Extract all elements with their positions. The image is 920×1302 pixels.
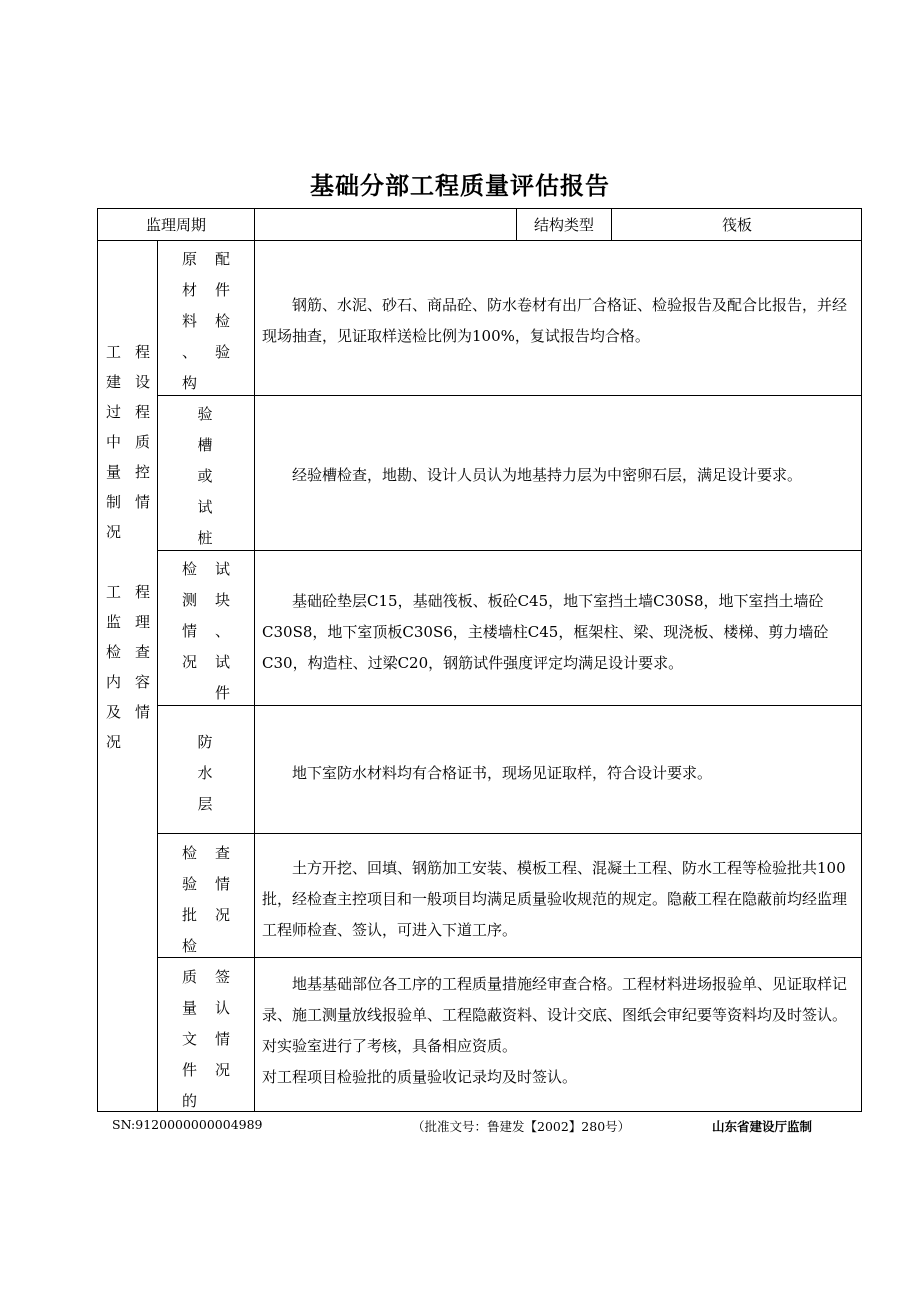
row-label-char: 验: [197, 405, 213, 423]
row-label-char: 的: [182, 1092, 198, 1110]
row-label-char: 配: [214, 250, 230, 268]
left-column-char: 内: [106, 673, 122, 691]
report-title: 基础分部工程质量评估报告: [310, 172, 610, 200]
row-label-line: [182, 616, 230, 647]
left-column-char: 控: [134, 463, 150, 481]
left-column-line: [100, 607, 156, 637]
row-label-char: 原: [182, 250, 198, 268]
row-label-char: 查: [214, 844, 230, 862]
left-column-char: 情: [134, 703, 150, 721]
row-label-char: 件: [182, 1061, 198, 1079]
row-label-line: [182, 585, 230, 616]
left-column-char: 容: [134, 673, 150, 691]
period-label: 监理周期: [145, 216, 206, 234]
issuer: 山东省建设厅监制: [712, 1119, 813, 1134]
left-column-char: 程: [134, 403, 150, 421]
row-label-char: 文: [182, 1030, 198, 1048]
row-content-text: 基础砼垫层C15，基础筏板、板砼C45，地下室挡土墙C30S8，地下室挡土墙砼C30S8，地下室顶板C30S6，主楼墙柱C45，框架柱、梁、现浇板、楼梯、剪力墙砼C30，构造柱、过梁C20，钢筋试件强度评定均满足设计要求。: [262, 592, 829, 672]
left-column-char: 程: [134, 583, 150, 601]
row-label-line: [182, 962, 230, 993]
row-label-char: 试: [214, 560, 230, 578]
row-content-text: 经验槽检查，地勘、设计人员认为地基持力层为中密卵石层，满足设计要求。: [292, 466, 803, 484]
row-label: [190, 399, 220, 554]
left-column-line: [100, 367, 156, 397]
row-label-char: 块: [214, 591, 230, 609]
row-label-line: [182, 931, 230, 962]
left-column-line: [100, 487, 156, 517]
left-column-char: 中: [106, 433, 122, 451]
left-column-char: 况: [106, 523, 122, 541]
row-label-char: 验: [182, 875, 198, 893]
row-label: [182, 838, 230, 962]
left-column-char: 设: [134, 373, 150, 391]
process-control-column: [100, 337, 156, 757]
row-content-text-2: 对工程项目检验批的质量验收记录均及时签认。: [262, 1068, 578, 1086]
row-label-line: [190, 727, 220, 758]
row-label-line: [182, 678, 230, 709]
left-column-line: [100, 397, 156, 427]
row-divider: [157, 705, 862, 706]
row-label-char: 检: [182, 844, 198, 862]
row-content-text: 钢筋、水泥、砂石、商品砼、防水卷材有出厂合格证、检验报告及配合比报告，并经现场抽查，见证取样送检比例为100%，复试报告均合格。: [262, 296, 848, 345]
header-divider: [97, 240, 862, 241]
row-label-line: [190, 430, 220, 461]
row-label-line: [182, 1055, 230, 1086]
approval-number: （批准文号：鲁建发【2002】280号）: [412, 1119, 631, 1134]
row-label-line: [182, 337, 230, 368]
left-column-line: [100, 637, 156, 667]
row-label-line: [182, 306, 230, 337]
row-label-char: 况: [214, 1061, 230, 1079]
row-label-line: [182, 275, 230, 306]
row-label-line: [182, 838, 230, 869]
row-content: [262, 586, 854, 679]
subject-column-divider: [157, 240, 158, 1112]
left-column-char: 质: [134, 433, 150, 451]
row-label-char: 情: [182, 622, 198, 640]
row-label-char: 或: [197, 467, 213, 485]
left-column-char: 理: [134, 613, 150, 631]
row-label-line: [182, 900, 230, 931]
row-label-char: 、: [182, 343, 198, 361]
row-label: [182, 244, 230, 399]
row-label-char: 水: [197, 764, 213, 782]
row-label-line: [182, 993, 230, 1024]
row-content: [262, 290, 854, 352]
row-content: [262, 758, 854, 789]
row-divider: [157, 395, 862, 396]
left-column-line: [100, 697, 156, 727]
row-label: [182, 962, 230, 1117]
left-column-char: 情: [134, 493, 150, 511]
row-label-char: 签: [214, 968, 230, 986]
serial-number: SN:9120000000004989: [112, 1117, 263, 1132]
structure-type-value: 筏板: [721, 216, 752, 234]
left-column-char: 工: [106, 583, 122, 601]
row-label-char: 测: [182, 591, 198, 609]
left-column-line: [100, 727, 156, 757]
left-column-line: [100, 667, 156, 697]
row-label-line: [182, 554, 230, 585]
row-label-line: [190, 492, 220, 523]
row-label-line: [190, 461, 220, 492]
left-column-line: [100, 427, 156, 457]
row-label-char: 质: [182, 968, 198, 986]
row-label-char: 况: [214, 906, 230, 924]
row-label-char: 况: [182, 653, 198, 671]
row-label-line: [182, 1086, 230, 1117]
row-label: [182, 554, 230, 709]
left-column-char: 工: [106, 343, 122, 361]
row-label-line: [182, 368, 230, 399]
row-label-char: 件: [214, 684, 230, 702]
left-column-char: 况: [106, 733, 122, 751]
row-label-char: 检: [182, 937, 198, 955]
left-column-char: 建: [106, 373, 122, 391]
left-column-line: [100, 517, 156, 547]
row-content: [262, 969, 854, 1093]
row-label-char: 情: [214, 875, 230, 893]
row-label-char: 试: [197, 498, 213, 516]
left-column-line: [100, 457, 156, 487]
row-label-char: 件: [214, 281, 230, 299]
row-label: [190, 727, 220, 820]
left-column-char: 及: [106, 703, 122, 721]
row-label-char: 层: [197, 795, 213, 813]
left-column-char: 制: [106, 493, 122, 511]
left-column-char: 查: [134, 643, 150, 661]
row-label-line: [182, 1024, 230, 1055]
row-label-char: 防: [197, 733, 213, 751]
row-label-line: [190, 789, 220, 820]
row-label-line: [182, 869, 230, 900]
row-content: [262, 460, 854, 491]
row-label-char: 认: [214, 999, 230, 1017]
row-label-char: 材: [182, 281, 198, 299]
row-content-text: 土方开挖、回填、钢筋加工安装、模板工程、混凝土工程、防水工程等检验批共100批，经检查主控项目和一般项目均满足质量验收规范的规定。隐蔽工程在隐蔽前均经监理工程师检查、签认，可进入下道工序。: [262, 859, 848, 939]
left-column-line: [100, 547, 156, 577]
row-label-char: 检: [214, 312, 230, 330]
row-divider: [157, 833, 862, 834]
row-label-line: [190, 399, 220, 430]
row-label-char: 料: [182, 312, 198, 330]
structure-type-label: 结构类型: [533, 216, 594, 234]
row-divider: [157, 550, 862, 551]
left-column-line: [100, 577, 156, 607]
row-label-char: 槽: [197, 436, 213, 454]
row-content: [262, 853, 854, 946]
row-content-text: 地下室防水材料均有合格证书，现场见证取样，符合设计要求。: [292, 764, 713, 782]
row-label-char: 批: [182, 906, 198, 924]
left-column-line: [100, 337, 156, 367]
period-value: [255, 208, 516, 240]
row-label-char: 构: [182, 374, 198, 392]
row-label-char: 检: [182, 560, 198, 578]
row-label-line: [182, 647, 230, 678]
left-column-char: 量: [106, 463, 122, 481]
left-column-char: 过: [106, 403, 122, 421]
left-column-char: 检: [106, 643, 122, 661]
row-label-char: 验: [214, 343, 230, 361]
row-content-text: 地基基础部位各工序的工程质量措施经审查合格。工程材料进场报验单、见证取样记录、施工测量放线报验单、工程隐蔽资料、设计交底、图纸会审纪要等资料均及时签认。对实验室进行了考核，具备相应资质。: [262, 975, 848, 1055]
row-label-char: 试: [214, 653, 230, 671]
row-label-char: 量: [182, 999, 198, 1017]
row-divider: [157, 957, 862, 958]
left-column-char: 程: [134, 343, 150, 361]
left-column-char: 监: [106, 613, 122, 631]
content-column-divider: [254, 208, 255, 1112]
row-label-char: 、: [214, 622, 230, 640]
row-label-line: [190, 523, 220, 554]
row-label-line: [182, 244, 230, 275]
row-label-line: [190, 758, 220, 789]
row-label-char: 桩: [197, 529, 213, 547]
row-label-char: 情: [214, 1030, 230, 1048]
